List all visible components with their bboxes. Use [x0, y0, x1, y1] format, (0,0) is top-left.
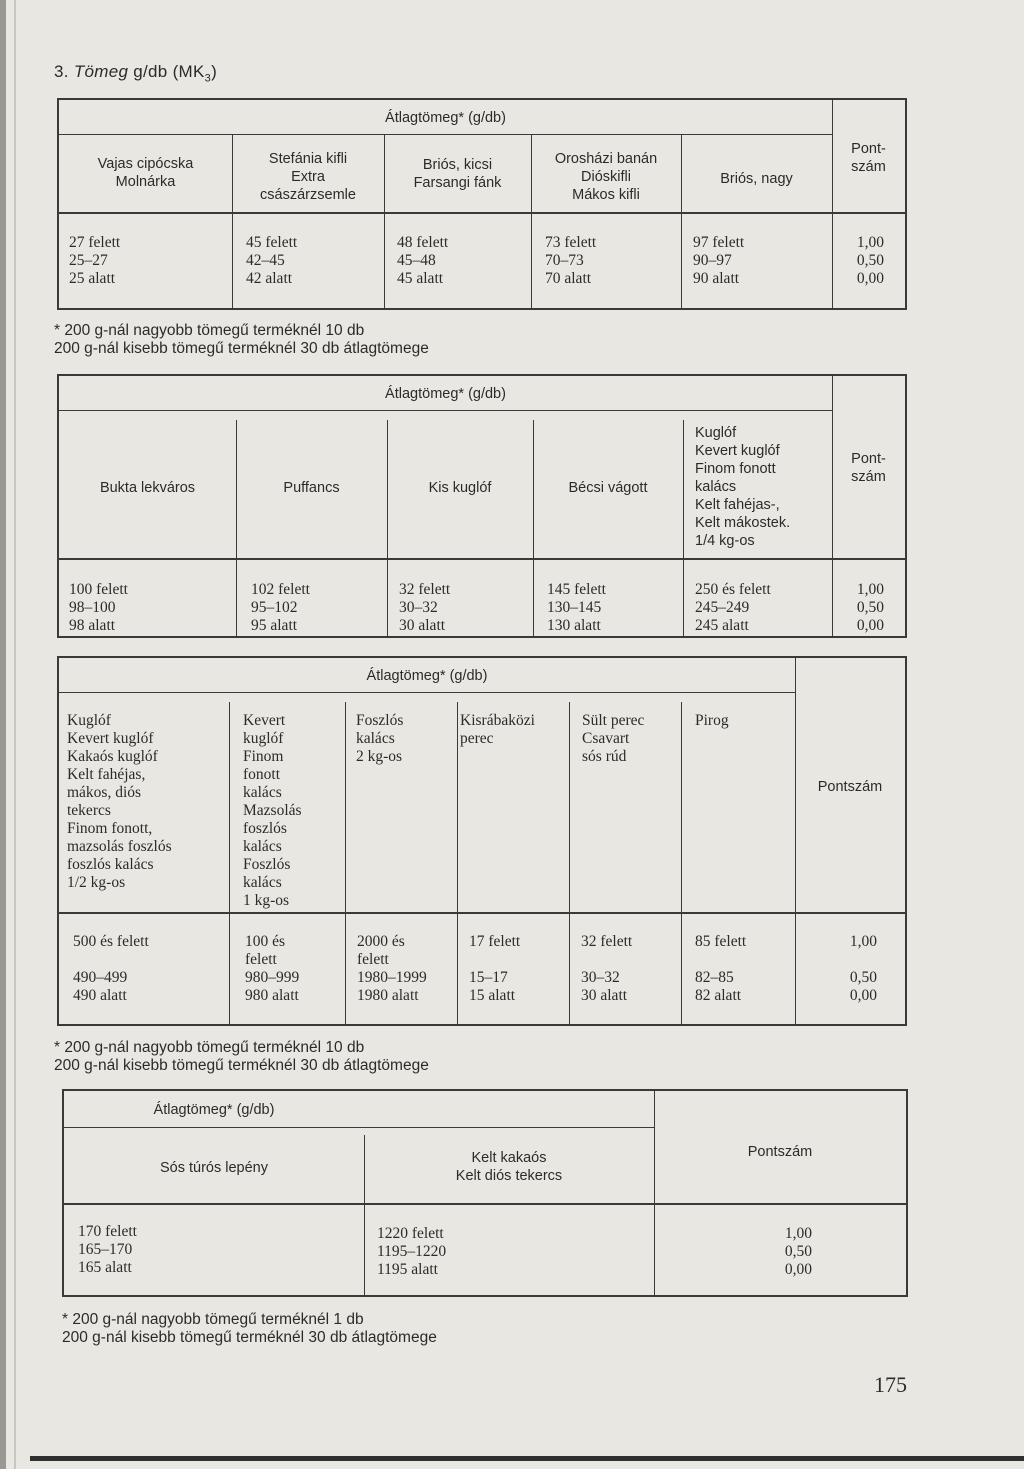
column-divider	[229, 702, 230, 1024]
value-cell: 100 felett 98–100 98 alatt	[69, 581, 128, 634]
column-header: Briós, kicsi Farsangi fánk	[413, 157, 502, 191]
book-spine-shadow	[0, 0, 6, 1469]
column-divider	[533, 420, 534, 636]
column-header: Sült perec Csavart sós rúd	[582, 712, 645, 765]
group-header: Átlagtömeg* (g/db)	[153, 1102, 275, 1118]
value-cell: 250 és felett 245–249 245 alatt	[695, 581, 771, 634]
column-header: Pirog	[695, 712, 729, 729]
value-cell: 100 és felett 980–999 980 alatt	[245, 933, 300, 1004]
value-cell: 170 felett 165–170 165 alatt	[78, 1223, 137, 1276]
weight-table-4	[62, 1089, 908, 1297]
page-number: 175	[874, 1372, 907, 1397]
value-cell: 73 felett 70–73 70 alatt	[545, 234, 597, 287]
header-bottom-rule	[64, 1203, 906, 1205]
header-bottom-rule	[59, 558, 905, 560]
group-header-rule	[59, 692, 795, 693]
column-header: Kelt kakaós Kelt diós tekercs	[455, 1150, 563, 1184]
weight-table-2	[57, 374, 907, 638]
column-header: Bécsi vágott	[568, 480, 648, 496]
header-bottom-rule	[59, 212, 905, 214]
footnote-2: * 200 g-nál nagyobb tömegű terméknél 10 db 200 g-nál kisebb tömegű terméknél 30 db átlagtömege	[54, 1039, 429, 1074]
score-header: Pont- szám	[851, 141, 886, 175]
group-header: Átlagtömeg* (g/db)	[385, 386, 506, 402]
column-divider	[681, 134, 682, 308]
value-cell: 1220 felett 1195–1220 1195 alatt	[377, 1225, 447, 1278]
column-divider	[387, 420, 388, 636]
column-divider	[569, 702, 570, 1024]
footnote-1: * 200 g-nál nagyobb tömegű terméknél 10 db 200 g-nál kisebb tömegű terméknél 30 db átlagtömege	[54, 322, 429, 357]
column-header: Kuglóf Kevert kuglóf Finom fonott kalács Kelt fahéjas-, Kelt mákostek. 1/4 kg-os	[695, 425, 791, 549]
column-divider	[345, 702, 346, 1024]
value-cell: 97 felett 90–97 90 alatt	[693, 234, 745, 287]
column-header: Briós, nagy	[720, 171, 793, 187]
section-title: Tömeg	[73, 62, 129, 81]
page-bottom-edge	[30, 1456, 1024, 1461]
score-cell: 1,00 0,50 0,00	[856, 581, 884, 634]
section-unit-close: )	[211, 62, 218, 81]
score-cell: 1,00 0,50 0,00	[849, 933, 877, 1004]
column-header: Vajas cipócska Molnárka	[97, 156, 194, 190]
value-cell: 48 felett 45–48 45 alatt	[397, 234, 449, 287]
value-cell: 27 felett 25–27 25 alatt	[69, 234, 121, 287]
column-header: Kisrábaközi perec	[460, 712, 535, 747]
section-number: 3.	[54, 62, 69, 81]
section-unit-subscript: 3	[204, 72, 212, 85]
score-header: Pontszám	[817, 779, 883, 795]
column-header: Foszlós kalács 2 kg-os	[356, 712, 404, 765]
value-cell: 145 felett 130–145 130 alatt	[547, 581, 606, 634]
footnote-3: * 200 g-nál nagyobb tömegű terméknél 1 db 200 g-nál kisebb tömegű terméknél 30 db átlagtömege	[62, 1311, 437, 1346]
score-cell: 1,00 0,50 0,00	[784, 1225, 812, 1278]
score-header: Pontszám	[747, 1144, 813, 1160]
book-spine-line	[14, 0, 16, 1469]
section-unit: g/db (MK	[128, 62, 205, 81]
value-cell: 17 felett 15–17 15 alatt	[469, 933, 521, 1004]
value-cell: 85 felett 82–85 82 alatt	[695, 933, 747, 1004]
column-divider	[681, 702, 682, 1024]
score-cell: 1,00 0,50 0,00	[856, 234, 884, 287]
value-cell: 45 felett 42–45 42 alatt	[246, 234, 298, 287]
group-header-rule	[59, 410, 832, 411]
column-divider	[457, 702, 458, 1024]
value-cell: 500 és felett 490–499 490 alatt	[73, 933, 149, 1004]
section-heading	[54, 62, 217, 84]
column-header: Puffancs	[283, 480, 340, 496]
column-header: Stefánia kifli Extra császárzsemle	[260, 151, 356, 203]
column-divider	[683, 420, 684, 636]
score-header: Pont- szám	[851, 451, 886, 485]
column-header: Bukta lekváros	[99, 480, 196, 496]
column-header: Orosházi banán Dióskifli Mákos kifli	[554, 151, 658, 203]
column-header: Sós túrós lepény	[159, 1160, 268, 1176]
weight-table-3	[57, 656, 907, 1026]
column-header: Kevert kuglóf Finom fonott kalács Mazsolás foszlós kalács Foszlós kalács 1 kg-os	[243, 712, 302, 909]
group-header-rule	[64, 1127, 654, 1128]
value-cell: 102 felett 95–102 95 alatt	[251, 581, 310, 634]
header-bottom-rule	[59, 912, 905, 914]
value-cell: 32 felett 30–32 30 alatt	[581, 933, 633, 1004]
column-header: Kuglóf Kevert kuglóf Kakaós kuglóf Kelt fahéjas, mákos, diós tekercs Finom fonott, mazsolás foszlós foszlós kalács 1/2 kg-os	[67, 712, 172, 891]
group-header: Átlagtömeg* (g/db)	[385, 110, 506, 126]
value-cell: 2000 és felett 1980–1999 1980 alatt	[357, 933, 427, 1004]
value-cell: 32 felett 30–32 30 alatt	[399, 581, 451, 634]
weight-table-1	[57, 98, 907, 310]
column-divider	[236, 420, 237, 636]
group-header-rule	[59, 134, 832, 135]
group-header: Átlagtömeg* (g/db)	[366, 668, 488, 684]
column-header: Kis kuglóf	[428, 480, 492, 496]
